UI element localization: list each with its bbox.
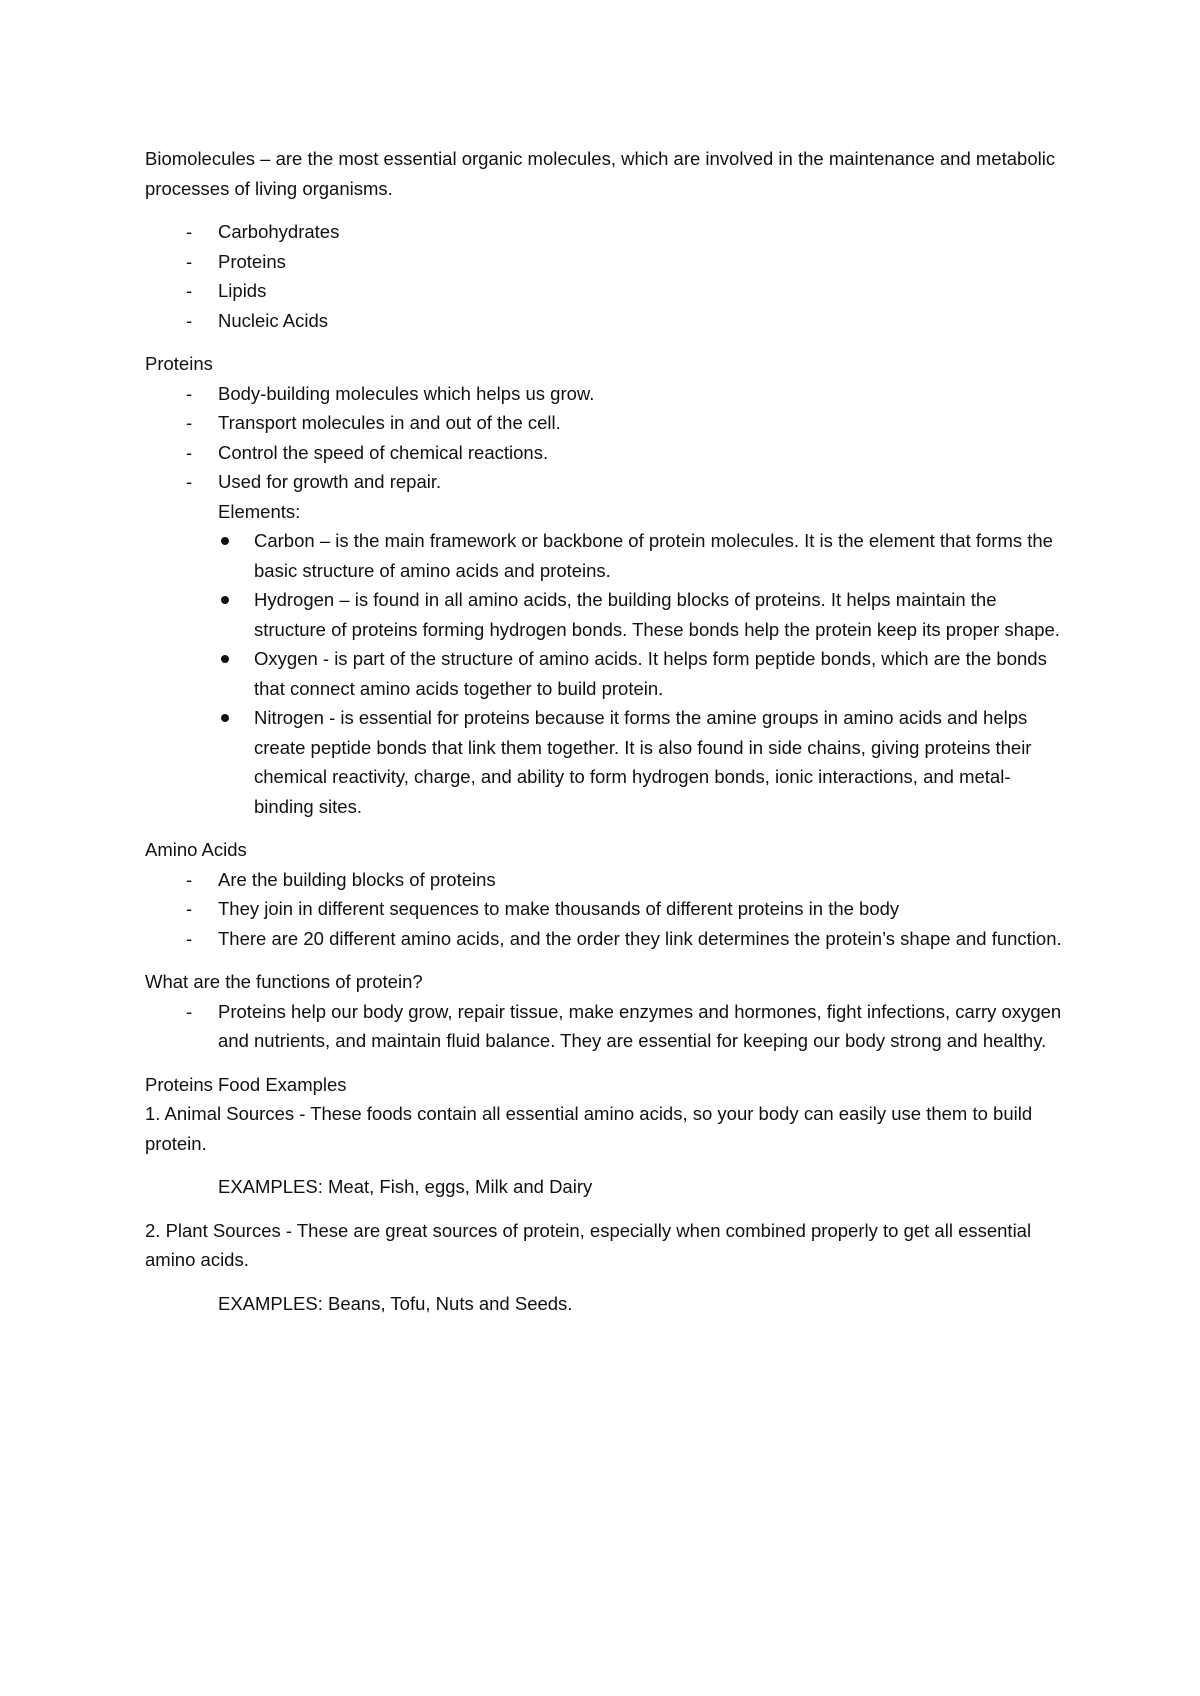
section-heading-food-examples: Proteins Food Examples (145, 1073, 347, 1095)
list-item: - Proteins help our body grow, repair tissue, make enzymes and hormones, fight infections, carry oxygen and nutrients, and maintain fluid balance. They are essential for keeping our body strong and healthy. (186, 1000, 1062, 1051)
biomolecule-types-list (145, 217, 1065, 335)
list-item: - Proteins (186, 250, 286, 272)
plant-sources-paragraph: 2. Plant Sources - These are great sources of protein, especially when combined properly to get all essential amino acids. (145, 1219, 1032, 1270)
document-body (145, 144, 1065, 1318)
elements-list (145, 526, 1065, 821)
list-item: - Are the building blocks of proteins (186, 868, 496, 890)
list-item: - Transport molecules in and out of the cell. (186, 412, 561, 433)
section-heading-proteins: Proteins (145, 353, 213, 374)
element-item-oxygen: Oxygen - is part of the structure of amino acids. It helps form peptide bonds, which are the bonds that connect amino acids together to build protein. (145, 644, 1065, 703)
intro-paragraph: Biomolecules – are the most essential organic molecules, which are involved in the maintenance and metabolic processes of living organisms. (145, 148, 1056, 199)
plant-examples: EXAMPLES: Beans, Tofu, Nuts and Seeds. (218, 1292, 573, 1314)
animal-sources-paragraph: 1. Animal Sources - These foods contain all essential amino acids, so your body can easily use them to build protein. (145, 1103, 1033, 1154)
section-heading-functions: What are the functions of protein? (145, 971, 423, 992)
list-item: - Lipids (186, 280, 267, 301)
bullet-icon (221, 596, 229, 604)
amino-acids-list (145, 865, 1065, 954)
functions-list (145, 997, 1065, 1056)
animal-examples: EXAMPLES: Meat, Fish, eggs, Milk and Dairy (218, 1176, 593, 1197)
bullet-icon (221, 655, 229, 663)
element-item-carbon: Carbon – is the main framework or backbone of protein molecules. It is the element that forms the basic structure of amino acids and proteins. (145, 526, 1065, 585)
list-item: - Control the speed of chemical reactions. (186, 441, 549, 463)
list-item: - Used for growth and repair. (186, 471, 442, 492)
bullet-icon (221, 537, 229, 545)
element-item-hydrogen: Hydrogen – is found in all amino acids, the building blocks of proteins. It helps maintain the structure of proteins forming hydrogen bonds. These bonds help the protein keep its proper shape. (145, 585, 1065, 644)
bullet-icon (221, 714, 229, 722)
element-item-nitrogen: Nitrogen - is essential for proteins because it forms the amine groups in amino acids and helps create peptide bonds that link them together. It is also found in side chains, giving proteins their chemical reactivity, charge, and ability to form hydrogen bonds, ionic interactions, and metal-binding sites. (145, 703, 1065, 821)
list-item: - Carbohydrates (186, 221, 340, 242)
list-item: - Body-building molecules which helps us grow. (186, 382, 595, 404)
list-item: - Nucleic Acids (186, 309, 329, 331)
proteins-list (145, 379, 1065, 497)
list-item: - They join in different sequences to make thousands of different proteins in the body (186, 898, 900, 919)
list-item: - There are 20 different amino acids, and the order they link determines the protein’s shape and function. (186, 927, 1062, 949)
section-heading-amino-acids: Amino Acids (145, 839, 247, 860)
elements-label: Elements: (218, 500, 301, 522)
